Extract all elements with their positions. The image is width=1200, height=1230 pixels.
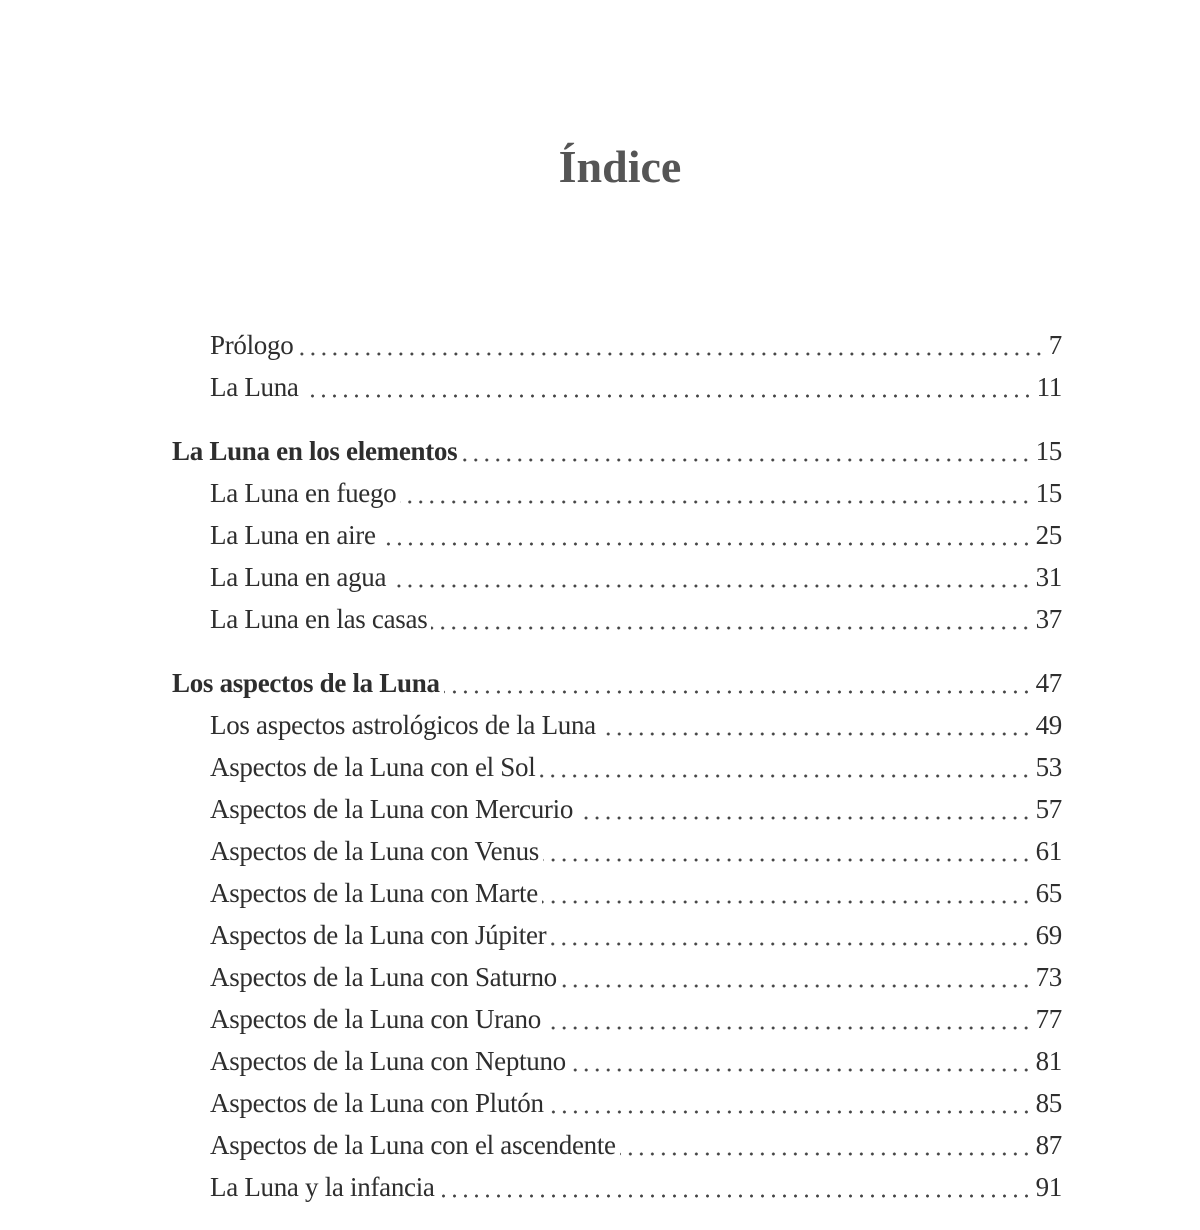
toc-entry[interactable]: [172, 1040, 1062, 1082]
entry-label: La Luna en fuego: [210, 478, 397, 508]
page-title: Índice: [558, 141, 682, 192]
dot-leader: [600, 732, 1032, 736]
dot-leader: [545, 1026, 1032, 1030]
page-number: 15: [1035, 478, 1062, 508]
dot-leader: [548, 1110, 1032, 1114]
toc-entry[interactable]: [172, 830, 1062, 872]
page-number: 69: [1035, 920, 1062, 950]
entry-label: Aspectos de la Luna con Mercurio: [210, 794, 574, 824]
entry-label: La Luna: [210, 372, 299, 402]
page-number: 81: [1035, 1046, 1062, 1076]
dot-leader: [542, 900, 1032, 904]
entry-label: Los aspectos astrológicos de la Luna: [210, 710, 596, 740]
toc-entry[interactable]: [172, 324, 1062, 366]
page-number: 85: [1035, 1088, 1062, 1118]
dot-leader: [570, 1068, 1032, 1072]
entry-label: Aspectos de la Luna con Neptuno: [210, 1046, 566, 1076]
toc-entry[interactable]: [172, 914, 1062, 956]
dot-leader: [543, 858, 1032, 862]
entry-label: La Luna en agua: [210, 562, 387, 592]
page-number: 65: [1035, 878, 1062, 908]
toc-entry[interactable]: [172, 472, 1062, 514]
toc-group: [172, 662, 1062, 1208]
dot-leader: [444, 690, 1032, 694]
toc-entry[interactable]: [172, 872, 1062, 914]
toc-section-heading[interactable]: [172, 662, 1062, 704]
entry-label: Aspectos de la Luna con Saturno: [210, 962, 557, 992]
page-number: 87: [1035, 1130, 1062, 1160]
toc-entry[interactable]: [172, 598, 1062, 640]
toc-entry[interactable]: [172, 556, 1062, 598]
entry-label: Prólogo: [210, 330, 294, 360]
entry-label: Aspectos de la Luna con Júpiter: [210, 920, 547, 950]
dot-leader: [577, 816, 1032, 820]
page-number: 77: [1035, 1004, 1062, 1034]
page-number: 15: [1035, 436, 1062, 466]
entry-label: Aspectos de la Luna con Marte: [210, 878, 538, 908]
entry-label: La Luna y la infancia: [210, 1172, 435, 1202]
entry-label: La Luna en los elementos: [172, 436, 458, 466]
toc-entry[interactable]: [172, 704, 1062, 746]
entry-label: Aspectos de la Luna con Venus: [210, 836, 539, 866]
page-number: 25: [1035, 520, 1062, 550]
toc-entry[interactable]: [172, 998, 1062, 1040]
toc-entry[interactable]: [172, 514, 1062, 556]
page-number: 61: [1035, 836, 1062, 866]
page-number: 73: [1035, 962, 1062, 992]
dot-leader: [539, 774, 1031, 778]
dot-leader: [380, 542, 1032, 546]
toc-group: [172, 430, 1062, 640]
table-of-contents: [172, 324, 1062, 1230]
toc-entry[interactable]: [172, 1082, 1062, 1124]
entry-label: Aspectos de la Luna con Urano: [210, 1004, 541, 1034]
page-number: 37: [1035, 604, 1062, 634]
page-number: 11: [1036, 372, 1062, 402]
dot-leader: [550, 942, 1031, 946]
page-number: 31: [1035, 562, 1062, 592]
dot-leader: [431, 626, 1031, 630]
toc-entry[interactable]: [172, 956, 1062, 998]
toc-entry[interactable]: [172, 746, 1062, 788]
page-number: 49: [1035, 710, 1062, 740]
toc-entry[interactable]: [172, 1124, 1062, 1166]
dot-leader: [439, 1194, 1032, 1198]
entry-label: Aspectos de la Luna con Plutón: [210, 1088, 544, 1118]
toc-entry[interactable]: [172, 366, 1062, 408]
toc-entry[interactable]: [172, 788, 1062, 830]
page-number: 57: [1035, 794, 1062, 824]
dot-leader: [400, 500, 1031, 504]
toc-group: [172, 324, 1062, 408]
page-number: 91: [1035, 1172, 1062, 1202]
dot-leader: [461, 458, 1031, 462]
page-number: 7: [1048, 330, 1062, 360]
dot-leader: [620, 1152, 1032, 1156]
entry-label: La Luna en aire: [210, 520, 376, 550]
dot-leader: [561, 984, 1032, 988]
page-number: 53: [1035, 752, 1062, 782]
entry-label: La Luna en las casas: [210, 604, 428, 634]
page-number: 47: [1035, 668, 1062, 698]
toc-section-heading[interactable]: [172, 430, 1062, 472]
dot-leader: [297, 352, 1044, 356]
entry-label: Aspectos de la Luna con el Sol: [210, 752, 536, 782]
dot-leader: [303, 394, 1033, 398]
entry-label: Los aspectos de la Luna: [172, 668, 440, 698]
entry-label: Aspectos de la Luna con el ascendente: [210, 1130, 616, 1160]
toc-entry[interactable]: [172, 1166, 1062, 1208]
dot-leader: [390, 584, 1031, 588]
